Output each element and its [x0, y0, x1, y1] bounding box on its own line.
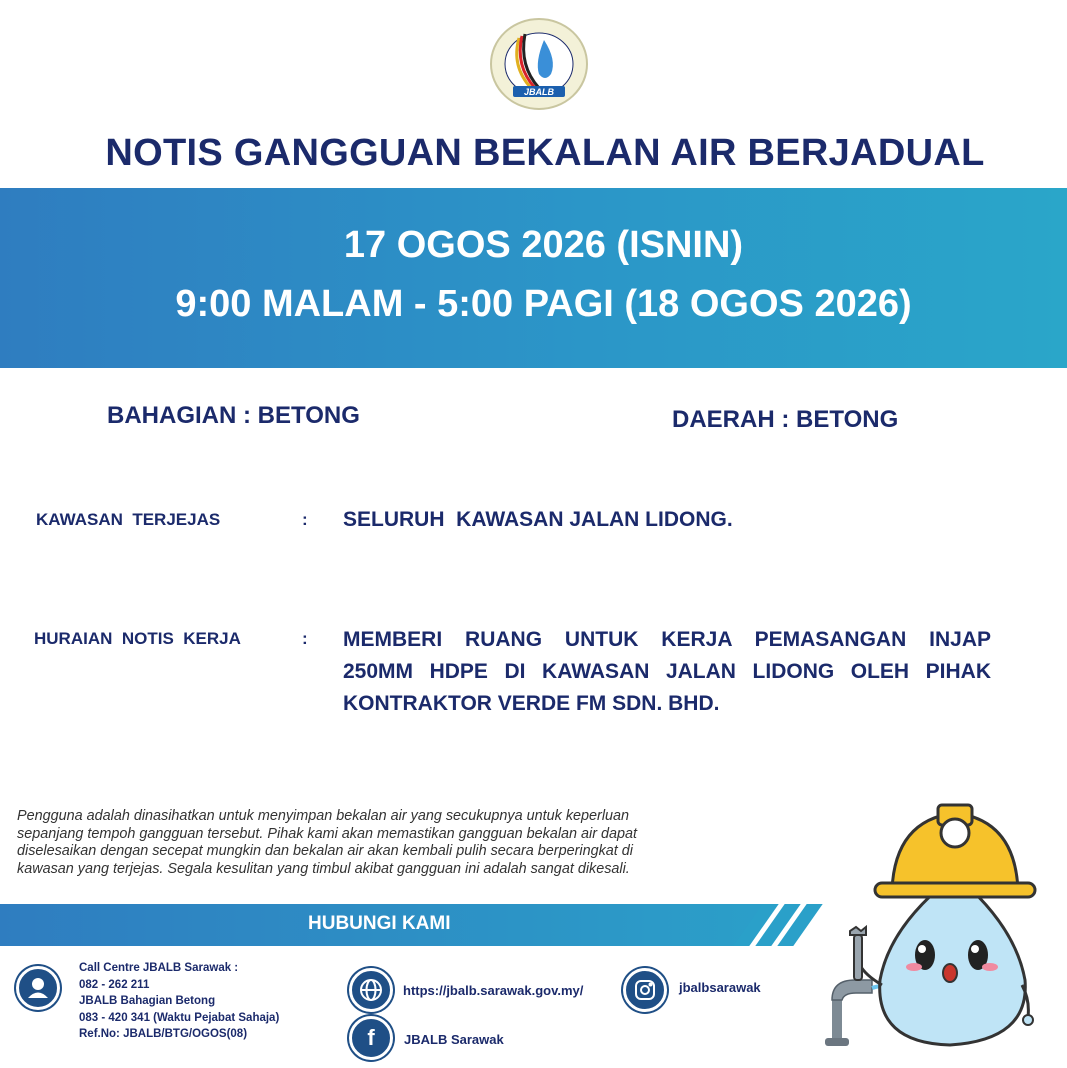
- bahagian-label: BAHAGIAN : BETONG: [107, 402, 360, 429]
- banner-time: 9:00 MALAM - 5:00 PAGI (18 OGOS 2026): [175, 283, 912, 325]
- contact-title: HUBUNGI KAMI: [308, 913, 451, 934]
- advice-line: kawasan yang terjejas. Segala kesulitan yang timbul akibat gangguan ini adalah sangat dikesali.: [17, 860, 630, 877]
- facebook-icon: [349, 1016, 393, 1060]
- advice-line: Pengguna adalah dinasihatkan untuk menyimpan bekalan air yang secukupnya untuk keperluan: [17, 808, 630, 824]
- kawasan-colon: :: [302, 510, 308, 529]
- person-icon: [16, 966, 60, 1010]
- call-line: 082 - 262 211: [79, 978, 150, 991]
- logo-name: JBALB: [523, 87, 555, 97]
- banner-date: 17 OGOS 2026 (ISNIN): [343, 224, 744, 266]
- advice-line: sepanjang tempoh gangguan tersebut. Pihak kami akan memastikan gangguan bekalan air dapat: [17, 825, 638, 842]
- huraian-line: KONTRAKTOR VERDE FM SDN. BHD.: [343, 692, 720, 715]
- kawasan-value: SELURUH KAWASAN JALAN LIDONG.: [343, 508, 733, 531]
- website-link[interactable]: https://jbalb.sarawak.gov.my/: [403, 983, 584, 998]
- huraian-description: [343, 624, 991, 720]
- advice-line: diselesaikan dengan secepat mungkin dan bekalan air akan kembali pulih secara berperingkat di: [17, 843, 633, 859]
- huraian-label: HURAIAN NOTIS KERJA: [34, 629, 241, 648]
- facebook-glyph: f: [367, 1025, 375, 1050]
- instagram-icon: [623, 968, 667, 1012]
- kawasan-label: KAWASAN TERJEJAS: [36, 510, 221, 529]
- huraian-line: MEMBERI RUANG UNTUK KERJA PEMASANGAN INJAP: [343, 628, 991, 651]
- call-centre-info: [79, 960, 279, 1043]
- call-line: JBALB Bahagian Betong: [79, 995, 216, 1007]
- water-drop-mascot: [820, 795, 1050, 1055]
- huraian-line: 250MM HDPE DI KAWASAN JALAN LIDONG OLEH PIHAK: [343, 660, 991, 683]
- jbalb-logo: [489, 18, 589, 111]
- call-line: 083 - 420 341 (Waktu Pejabat Sahaja): [79, 1011, 280, 1024]
- facebook-page[interactable]: JBALB Sarawak: [404, 1032, 504, 1047]
- call-line: Call Centre JBALB Sarawak :: [79, 962, 239, 974]
- page-title: NOTIS GANGGUAN BEKALAN AIR BERJADUAL: [105, 132, 985, 174]
- daerah-label: DAERAH : BETONG: [672, 406, 899, 433]
- instagram-handle[interactable]: jbalbsarawak: [679, 980, 761, 995]
- globe-icon: [349, 968, 393, 1012]
- advice-text: [17, 808, 777, 878]
- call-line: Ref.No: JBALB/BTG/OGOS(08): [79, 1028, 248, 1040]
- huraian-colon: :: [302, 629, 308, 648]
- schedule-banner: [0, 188, 1067, 368]
